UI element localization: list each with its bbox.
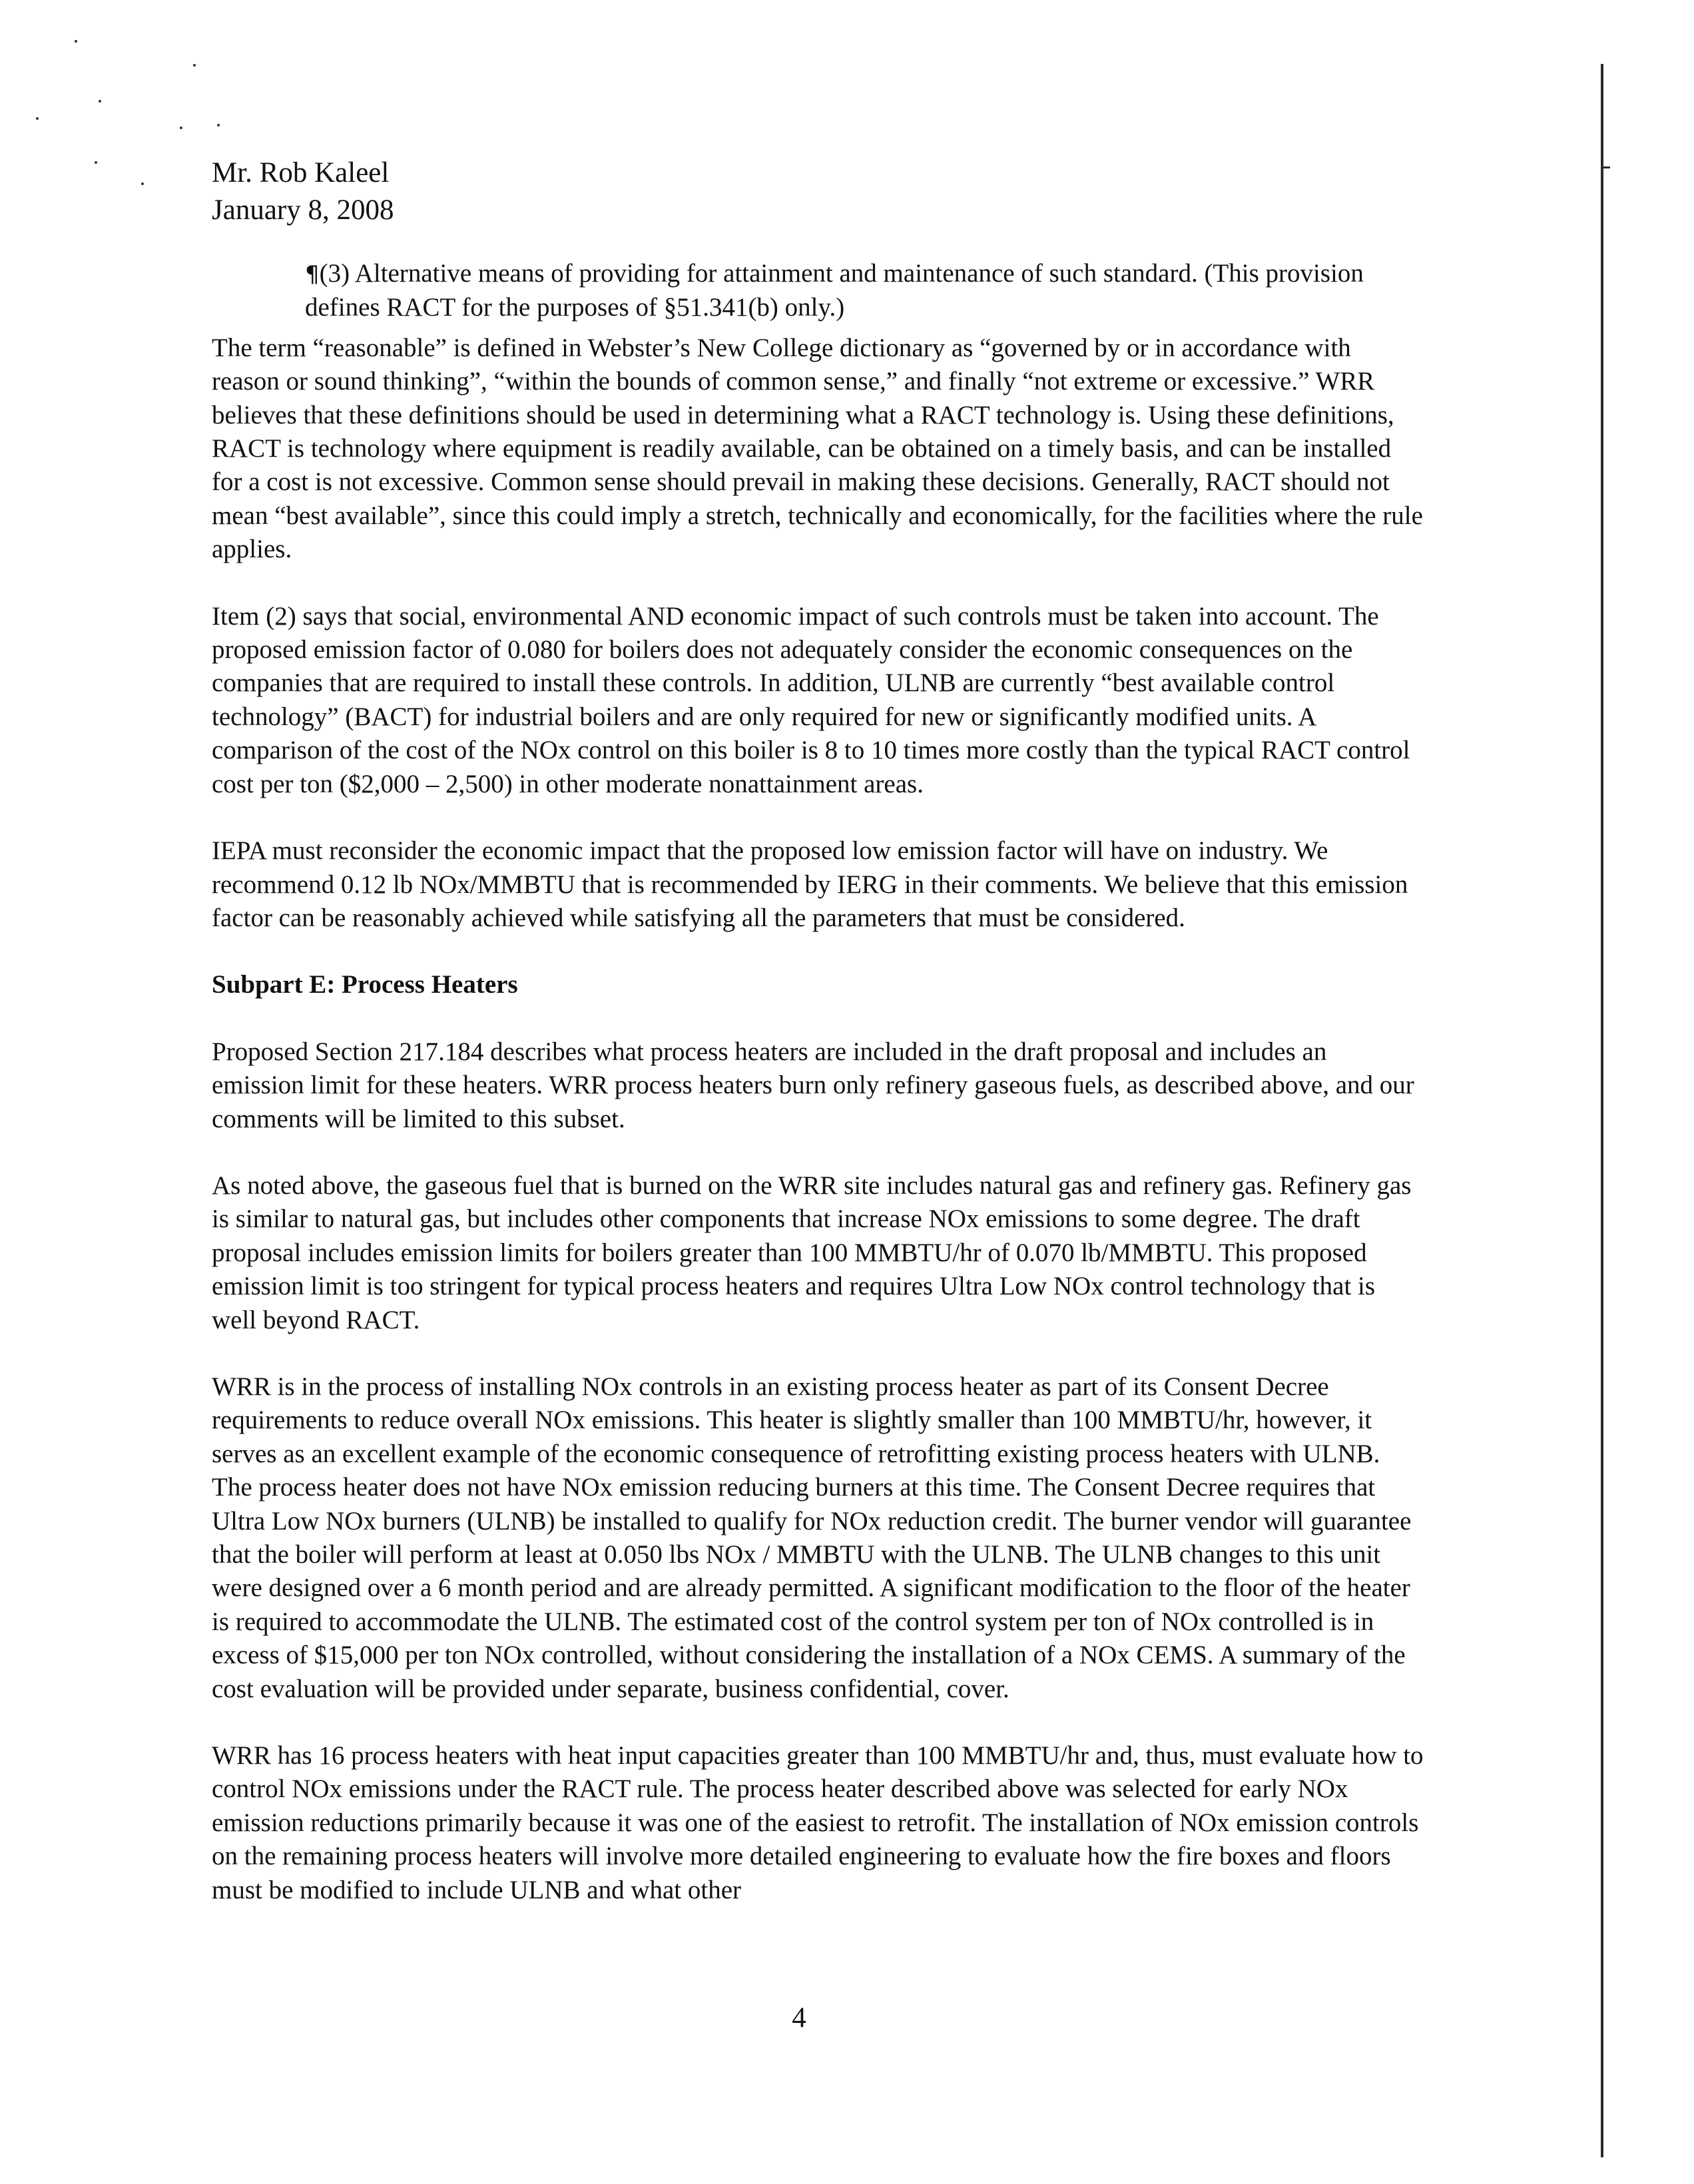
- letter-body: [212, 257, 1425, 1907]
- scan-speck: [95, 161, 97, 164]
- section-heading: Subpart E: Process Heaters: [212, 970, 518, 999]
- scan-speck: [180, 127, 182, 129]
- letter-date: January 8, 2008: [212, 194, 394, 226]
- quoted-provision: [212, 257, 1425, 325]
- paragraph-economic-impact: Item (2) says that social, environmental AND economic impact of such controls must be taken into account. The proposed emission factor of 0.080 for boilers does not adequately consider the economic consequences on the companies that are required to install these controls. In addition, ULNB are currently “best available control technology” (BACT) for industrial boilers and are only required for new or significantly modified units. A comparison of the cost of the NOx control on this boiler is 8 to 10 times more costly than the typical RACT control cost per ton ($2,000 – 2,500) in other moderate nonattainment areas.: [212, 601, 1410, 798]
- paragraph-section-217-184: Proposed Section 217.184 describes what process heaters are included in the draft proposal and includes an emission limit for these heaters. WRR process heaters burn only refinery gaseous fuels, as described above, and our comments will be limited to this subset.: [212, 1037, 1414, 1133]
- paragraph-reasonable-definition: The term “reasonable” is defined in Webster’s New College dictionary as “governed by or in accordance with reason or sound thinking”, “within the bounds of common sense,” and finally “not extreme or excessive.” WRR believes that these definitions should be used in determining what a RACT technology is. Using these definitions, RACT is technology where equipment is readily available, can be obtained on a timely basis, and can be installed for a cost is not excessive. Common sense should prevail in making these decisions. Generally, RACT should not mean “best available”, since this could imply a stretch, technically and economically, for the facilities where the rule applies.: [212, 333, 1423, 564]
- scan-speck: [36, 117, 39, 120]
- page-number: 4: [792, 2002, 806, 2034]
- scan-speck: [193, 64, 196, 67]
- scan-speck: [141, 182, 144, 185]
- paragraph-gaseous-fuel: As noted above, the gaseous fuel that is burned on the WRR site includes natural gas and refinery gas. Refinery gas is similar to natural gas, but includes other components that increase NOx emissions to some degree. The draft proposal includes emission limits for boilers greater than 100 MMBTU/hr of 0.070 lb/MMBTU. This proposed emission limit is too stringent for typical process heaters and requires Ultra Low NOx control technology that is well beyond RACT.: [212, 1171, 1412, 1334]
- letter-header: [212, 154, 394, 229]
- paragraph-iepa-recommendation: IEPA must reconsider the economic impact that the proposed low emission factor will have on industry. We recommend 0.12 lb NOx/MMBTU that is recommended by IERG in their comments. We believe that this emission factor can be reasonably achieved while satisfying all the parameters that must be considered.: [212, 836, 1408, 932]
- scan-edge-tick: [1601, 166, 1610, 168]
- paragraph-process-heaters: WRR has 16 process heaters with heat input capacities greater than 100 MMBTU/hr and, thus, must evaluate how to control NOx emissions under the RACT rule. The process heater described above was selected for early NOx emission reductions primarily because it was one of the easiest to retrofit. The installation of NOx emission controls on the remaining process heaters will involve more detailed engineering to evaluate how the fire boxes and floors must be modified to include ULNB and what other: [212, 1741, 1424, 1904]
- scan-speck: [217, 124, 220, 127]
- quoted-provision-text: (3) Alternative means of providing for attainment and maintenance of such standard. (This provision defines RACT for the purposes of §51.341(b) only.): [305, 259, 1364, 322]
- scan-edge-line: [1601, 64, 1603, 2157]
- scan-speck: [99, 100, 101, 103]
- scan-speck: [75, 40, 77, 43]
- paragraph-consent-decree: WRR is in the process of installing NOx controls in an existing process heater as part of its Consent Decree requirements to reduce overall NOx emissions. This heater is slightly smaller than 100 MMBTU/hr, however, it serves as an excellent example of the economic consequence of retrofitting existing process heaters with ULNB. The process heater does not have NOx emission reducing burners at this time. The Consent Decree requires that Ultra Low NOx burners (ULNB) be installed to qualify for NOx reduction credit. The burner vendor will guarantee that the boiler will perform at least at 0.050 lbs NOx / MMBTU with the ULNB. The ULNB changes to this unit were designed over a 6 month period and are already permitted. A significant modification to the floor of the heater is required to accommodate the ULNB. The estimated cost of the control system per ton of NOx controlled is in excess of $15,000 per ton NOx controlled, without considering the installation of a NOx CEMS. A summary of the cost evaluation will be provided under separate, business confidential, cover.: [212, 1372, 1412, 1703]
- pilcrow-icon: ¶: [305, 261, 320, 288]
- recipient-name: Mr. Rob Kaleel: [212, 157, 390, 188]
